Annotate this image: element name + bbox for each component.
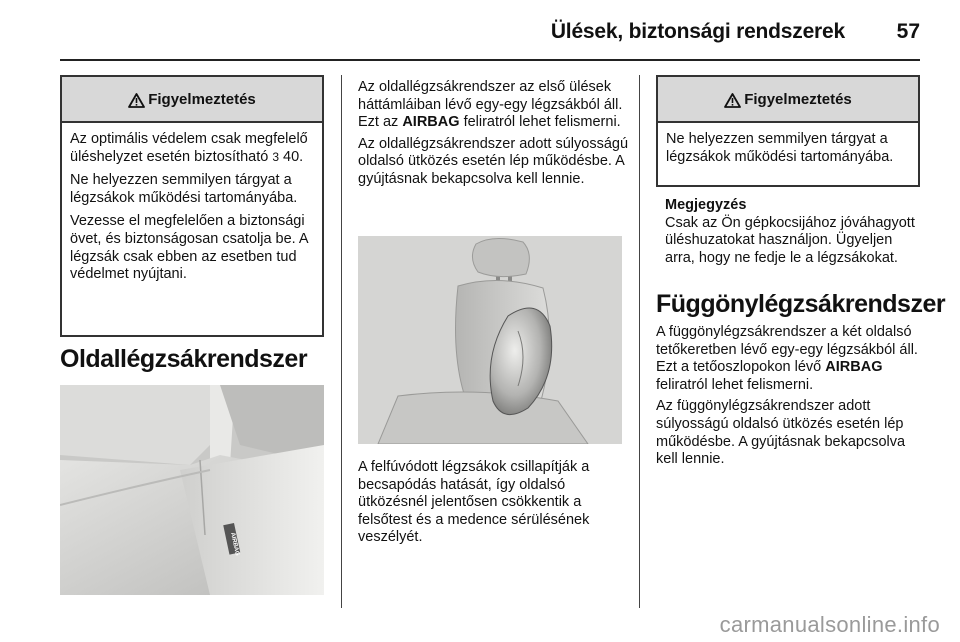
column-divider-2	[639, 75, 640, 608]
paragraph-text: A függönylégzsákrendszer a két oldalsó tetőkeretben lévő egy-egy légzsákból áll. Ezt a tetőoszlopokon lévő	[656, 324, 918, 376]
warning-box-2	[656, 75, 920, 187]
warning-triangle-icon	[128, 93, 145, 108]
warning-header	[62, 77, 322, 123]
side-airbag-deployed-figure	[358, 236, 622, 444]
warning-paragraph: Ne helyezzen semmilyen tárgyat a légzsákok működési tartományába.	[666, 131, 894, 165]
airbag-inline-label: AIRBAG	[402, 114, 460, 131]
page-number: 57	[896, 20, 920, 43]
seat-airbag-label-figure	[60, 385, 324, 595]
warning-body	[62, 123, 322, 296]
note-body: Csak az Ön gépkocsijához jóváhagyott üléshuzatokat használjon. Ügyeljen arra, hogy ne fedje le a légzsákokat.	[665, 214, 915, 266]
watermark-text: carmanualsonline.info	[719, 612, 940, 637]
page-header	[60, 18, 920, 58]
warning-box-1	[60, 75, 324, 337]
header-title: Ülések, biztonsági rendszerek	[550, 20, 845, 43]
note-block	[665, 197, 920, 267]
page-reference[interactable]: 40.	[283, 148, 304, 165]
side-airbag-paragraph-2: Az oldallégzsákrendszer adott súlyosságú oldalsó ütközés esetén lép működésbe. A gyújtásnak bekapcsolva kell lennie.	[358, 135, 629, 187]
paragraph-text: feliratról lehet felismerni.	[656, 376, 814, 393]
seat-illustration	[60, 385, 324, 595]
warning-title: Figyelmeztetés	[744, 90, 852, 108]
section-heading-side-airbag: Oldallégzsákrendszer	[60, 345, 308, 373]
warning-paragraph-2: Ne helyezzen semmilyen tárgyat a légzsákok működési tartományába.	[70, 172, 298, 206]
side-airbag-paragraph-3: A felfúvódott légzsákok csillapítják a becsapódás hatását, így oldalsó ütközésnél jelentősen csökkentik a felsőtest és a medence sérülésének veszélyét.	[358, 459, 590, 546]
column-3-body	[656, 324, 921, 469]
airbag-inline-label: AIRBAG	[825, 359, 883, 376]
warning-title: Figyelmeztetés	[148, 90, 256, 108]
paragraph-text: Az oldallégzsákrendszer az első ülések háttámláiban lévő egy-egy légzsákból áll. Ezt az	[358, 79, 623, 131]
warning-paragraph-3: Vezesse el megfelelően a biztonsági övet, és biztonságosan csatolja be. A légzsák csak ebben az esetben tud védelmet nyújtani.	[70, 213, 308, 283]
warning-body	[658, 123, 918, 178]
side-airbag-paragraph-1	[358, 79, 628, 132]
curtain-airbag-paragraph-1	[656, 324, 921, 394]
deployed-side-airbag-illustration	[358, 236, 622, 444]
header-rule	[60, 59, 920, 61]
cross-reference-icon: 3	[272, 149, 280, 164]
paragraph-text: feliratról lehet felismerni.	[463, 114, 621, 131]
warning-text: Az optimális védelem csak megfelelő üléshelyzet esetén biztosítható	[70, 131, 308, 165]
warning-header	[658, 77, 918, 123]
section-heading-curtain-airbag: Függönylégzsákrendszer	[656, 290, 946, 318]
note-label: Megjegyzés	[665, 197, 747, 213]
warning-triangle-icon	[724, 93, 741, 108]
warning-paragraph-1	[70, 131, 314, 166]
airbag-label-text: AIRBAG	[229, 532, 240, 557]
curtain-airbag-paragraph-2: Az függönylégzsákrendszer adott súlyosságú oldalsó ütközés esetén lép működésbe. A gyújtásnak bekapcsolva kell lennie.	[656, 398, 906, 468]
column-2	[358, 79, 628, 189]
column-2-bottom	[358, 459, 633, 547]
column-divider-1	[341, 75, 342, 608]
